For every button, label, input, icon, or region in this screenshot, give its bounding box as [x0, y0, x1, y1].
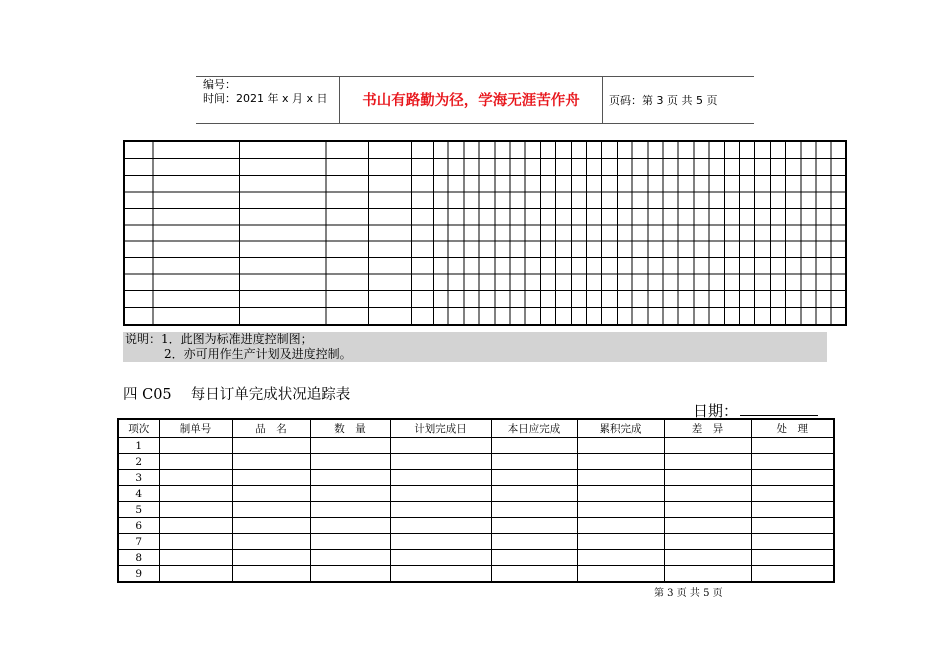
column-header: 项次 — [118, 419, 159, 438]
table-cell[interactable] — [577, 470, 664, 486]
table-cell[interactable] — [232, 566, 310, 583]
time-label: 时间：2021 年 x 月 x 日 — [203, 92, 328, 105]
column-header: 差 异 — [664, 419, 751, 438]
table-cell[interactable] — [491, 454, 577, 470]
table-row — [118, 566, 834, 583]
table-cell[interactable] — [664, 470, 751, 486]
table-cell[interactable] — [390, 566, 491, 583]
table-cell[interactable] — [232, 550, 310, 566]
table-cell[interactable] — [664, 502, 751, 518]
table-cell[interactable] — [491, 550, 577, 566]
table-cell[interactable] — [664, 486, 751, 502]
table-cell[interactable] — [159, 486, 232, 502]
header-motto: 书山有路勤为径，学海无涯苦作舟 — [362, 93, 580, 109]
table-cell[interactable] — [159, 438, 232, 454]
table-cell[interactable] — [751, 486, 834, 502]
progress-control-grid — [123, 140, 847, 326]
table-row — [118, 518, 834, 534]
table-cell[interactable] — [390, 550, 491, 566]
row-number: 5 — [118, 502, 159, 518]
row-number: 9 — [118, 566, 159, 583]
table-cell[interactable] — [664, 454, 751, 470]
note-box — [123, 332, 827, 362]
table-cell[interactable] — [751, 566, 834, 583]
table-row — [118, 470, 834, 486]
table-cell[interactable] — [491, 470, 577, 486]
table-cell[interactable] — [310, 534, 390, 550]
header-divider — [602, 76, 603, 123]
table-cell[interactable] — [390, 438, 491, 454]
table-cell[interactable] — [577, 454, 664, 470]
table-cell[interactable] — [751, 518, 834, 534]
table-cell[interactable] — [232, 470, 310, 486]
table-cell[interactable] — [577, 550, 664, 566]
header-bottom-rule — [196, 123, 754, 124]
table-cell[interactable] — [159, 566, 232, 583]
table-cell[interactable] — [491, 534, 577, 550]
note-line-1: 说明：1．此图为标准进度控制图； — [125, 332, 313, 346]
table-cell[interactable] — [577, 534, 664, 550]
table-cell[interactable] — [491, 502, 577, 518]
table-cell[interactable] — [159, 502, 232, 518]
table-cell[interactable] — [159, 518, 232, 534]
table-cell[interactable] — [664, 534, 751, 550]
table-cell[interactable] — [232, 518, 310, 534]
table-cell[interactable] — [390, 502, 491, 518]
table-cell[interactable] — [491, 566, 577, 583]
table-cell[interactable] — [751, 534, 834, 550]
table-row — [118, 486, 834, 502]
column-header: 本日应完成 — [491, 419, 577, 438]
table-cell[interactable] — [390, 470, 491, 486]
footer-page-number: 第 3 页 共 5 页 — [654, 588, 723, 599]
table-cell[interactable] — [390, 534, 491, 550]
table-cell[interactable] — [310, 566, 390, 583]
table-cell[interactable] — [664, 438, 751, 454]
table-cell[interactable] — [159, 470, 232, 486]
table-cell[interactable] — [232, 534, 310, 550]
table-cell[interactable] — [664, 518, 751, 534]
row-number: 1 — [118, 438, 159, 454]
table-cell[interactable] — [751, 502, 834, 518]
table-cell[interactable] — [390, 518, 491, 534]
table-cell[interactable] — [390, 486, 491, 502]
date-field[interactable] — [740, 415, 818, 416]
table-cell[interactable] — [491, 518, 577, 534]
table-cell[interactable] — [751, 438, 834, 454]
row-number: 7 — [118, 534, 159, 550]
table-cell[interactable] — [159, 534, 232, 550]
table-cell[interactable] — [232, 486, 310, 502]
table-cell[interactable] — [751, 470, 834, 486]
table-cell[interactable] — [232, 438, 310, 454]
table-cell[interactable] — [577, 486, 664, 502]
code-label: 编号： — [203, 78, 236, 91]
table-cell[interactable] — [751, 454, 834, 470]
note-line-2: 2．亦可用作生产计划及进度控制。 — [164, 347, 352, 361]
table-row — [118, 502, 834, 518]
column-header: 数 量 — [310, 419, 390, 438]
table-cell[interactable] — [159, 550, 232, 566]
table-cell[interactable] — [310, 454, 390, 470]
table-header-row — [118, 419, 834, 438]
row-number: 2 — [118, 454, 159, 470]
column-header: 制单号 — [159, 419, 232, 438]
column-header: 处 理 — [751, 419, 834, 438]
table-cell[interactable] — [232, 502, 310, 518]
row-number: 3 — [118, 470, 159, 486]
table-cell[interactable] — [577, 502, 664, 518]
row-number: 6 — [118, 518, 159, 534]
table-cell[interactable] — [310, 486, 390, 502]
table-row — [118, 438, 834, 454]
date-label: 日期： — [693, 402, 739, 420]
table-row — [118, 454, 834, 470]
table-cell[interactable] — [310, 470, 390, 486]
table-row — [118, 534, 834, 550]
header-page-info: 页码：第 3 页 共 5 页 — [609, 93, 718, 107]
section-title: 四 C05 每日订单完成状况追踪表 — [123, 387, 351, 403]
row-number: 4 — [118, 486, 159, 502]
table-cell[interactable] — [310, 438, 390, 454]
table-cell[interactable] — [232, 454, 310, 470]
row-number: 8 — [118, 550, 159, 566]
column-header: 计划完成日 — [390, 419, 491, 438]
table-cell[interactable] — [390, 454, 491, 470]
order-tracking-table — [117, 418, 835, 583]
table-cell[interactable] — [159, 454, 232, 470]
table-cell[interactable] — [577, 438, 664, 454]
table-cell[interactable] — [577, 566, 664, 583]
table-cell[interactable] — [310, 502, 390, 518]
table-cell[interactable] — [751, 550, 834, 566]
table-cell[interactable] — [491, 438, 577, 454]
table-cell[interactable] — [577, 518, 664, 534]
table-cell[interactable] — [664, 550, 751, 566]
table-row — [118, 550, 834, 566]
table-cell[interactable] — [310, 550, 390, 566]
table-cell[interactable] — [491, 486, 577, 502]
table-cell[interactable] — [664, 566, 751, 583]
header-meta — [203, 78, 328, 106]
table-cell[interactable] — [310, 518, 390, 534]
column-header: 累积完成 — [577, 419, 664, 438]
column-header: 品 名 — [232, 419, 310, 438]
